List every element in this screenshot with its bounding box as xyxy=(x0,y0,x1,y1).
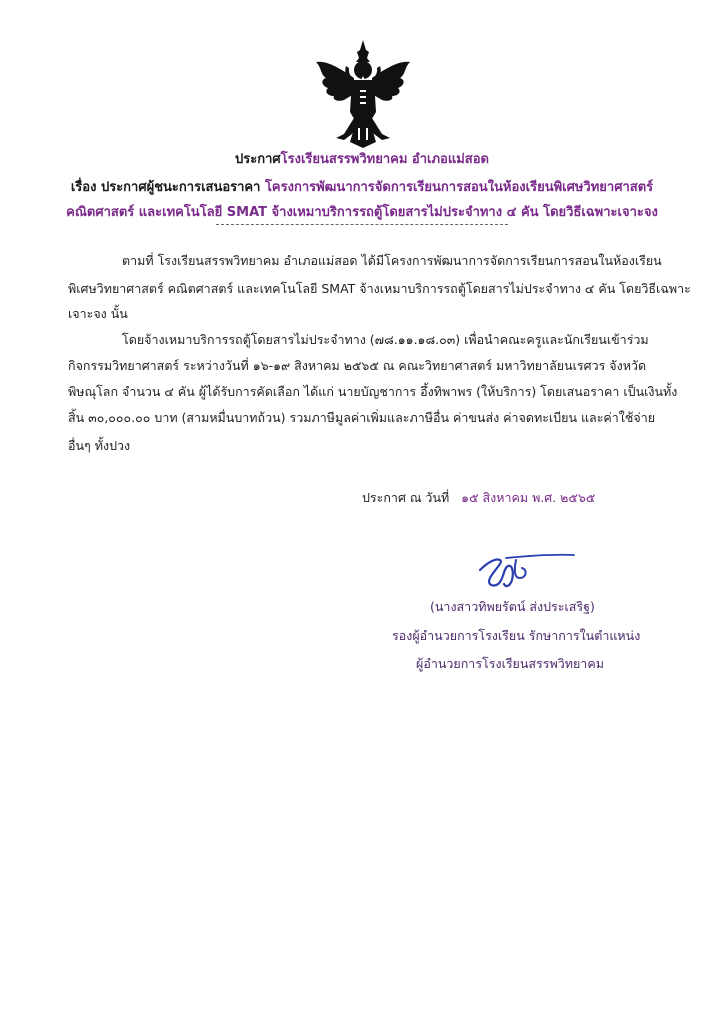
announcement-title xyxy=(0,148,724,169)
divider-line xyxy=(216,224,508,225)
subject-prefix: เรื่อง ประกาศผู้ชนะการเสนอราคา xyxy=(70,180,261,195)
paragraph2-line5: อื่นๆ ทั้งปวง xyxy=(68,438,131,453)
paragraph1-line2: พิเศษวิทยาศาสตร์ คณิตศาสตร์ และเทคโนโลยี SMAT จ้างเหมาบริการรถตู้โดยสารไม่ประจำทาง ๔ คัน โดยวิธีเฉพาะ xyxy=(68,281,691,296)
signatory-position-1: รองผู้อำนวยการโรงเรียน รักษาการในตำแหน่ง xyxy=(392,628,641,643)
subject-line xyxy=(0,176,724,197)
signatory-name: (นางสาวทิพยรัตน์ ส่งประเสริฐ) xyxy=(430,599,595,614)
date-value: ๑๕ สิงหาคม พ.ศ. ๒๕๖๕ xyxy=(461,490,596,505)
signatory-position-2: ผู้อำนวยการโรงเรียนสรรพวิทยาคม xyxy=(416,656,604,671)
garuda-emblem-icon xyxy=(314,38,412,150)
paragraph2-line2: กิจกรรมวิทยาศาสตร์ ระหว่างวันที่ ๑๖-๑๙ สิงหาคม ๒๕๖๕ ณ คณะวิทยาศาสตร์ มหาวิทยาลัยนเรศวร จังหวัด xyxy=(68,358,647,373)
project-title-part1: โครงการพัฒนาการจัดการเรียนการสอนในห้องเรียนพิเศษวิทยาศาสตร์ xyxy=(264,180,654,195)
handwritten-signature xyxy=(470,548,580,594)
date-prefix: ประกาศ ณ วันที่ xyxy=(362,490,450,505)
paragraph2-line3: พิษณุโลก จำนวน ๔ คัน ผู้ได้รับการคัดเลือก ได้แก่ นายบัญชาการ อึ้งทิพาพร (ให้บริการ) โดยเสนอราคา เป็นเงินทั้ง xyxy=(68,384,678,399)
paragraph2-line4: สิ้น ๓๐,๐๐๐.๐๐ บาท (สามหมื่นบาทถ้วน) รวมภาษีมูลค่าเพิ่มและภาษีอื่น ค่าขนส่ง ค่าจดทะเบียน และค่าใช้จ่าย xyxy=(68,410,656,425)
project-title-part2: คณิตศาสตร์ และเทคโนโลยี SMAT จ้างเหมาบริการรถตู้โดยสารไม่ประจำทาง ๔ คัน โดยวิธีเฉพาะเจาะจง xyxy=(66,205,658,220)
paragraph2-line1: โดยจ้างเหมาบริการรถตู้โดยสารไม่ประจำทาง (๗๘.๑๑.๑๘.๐๓) เพื่อนำคณะครูและนักเรียนเข้าร่วม xyxy=(122,332,649,347)
title-prefix: ประกาศ xyxy=(235,152,281,167)
paragraph1-line3: เจาะจง นั้น xyxy=(68,306,128,321)
school-name: โรงเรียนสรรพวิทยาคม อำเภอแม่สอด xyxy=(280,152,489,167)
paragraph1-line1: ตามที่ โรงเรียนสรรพวิทยาคม อำเภอแม่สอด ได้มีโครงการพัฒนาการจัดการเรียนการสอนในห้องเรียน xyxy=(122,253,662,268)
announcement-date xyxy=(362,488,595,508)
